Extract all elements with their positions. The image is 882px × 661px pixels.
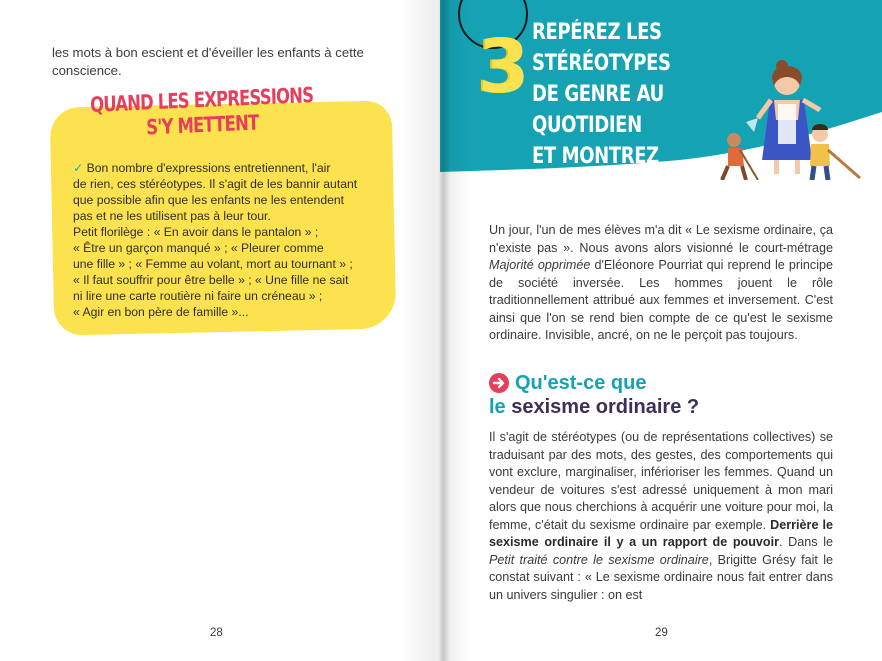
box-line: pas et ne les utilisent pas à leur tour. — [73, 209, 271, 223]
body-paragraph: Il s'agit de stéréotypes (ou de représentations collectives) se traduisant par des mots, des gestes, des comportements qui vont exclure, marginaliser, inférioriser les femmes. Quand un vendeur de voitures s'est adressé uniquement à mon mari alors que nous cherchions à acquérir une voiture pour moi, la femme, c'était du sexisme ordinaire par exemple. Derrière le sexisme ordinaire il y a un rapport de pouvoir. Dans le Petit traité contre le sexisme ordinaire, Brigitte Grésy fait le constat suivant : « Le sexisme ordinaire nous fait entrer dans un univers singulier : on est — [489, 430, 834, 602]
chapter-title — [532, 17, 770, 203]
box-title-line1: QUAND LES EXPRESSIONS — [89, 83, 314, 117]
page-number-right: 29 — [655, 627, 668, 639]
box-line: Petit florilège : « En avoir dans le pantalon » ; — [73, 225, 319, 239]
box-line: « Être un garçon manqué » ; « Pleurer comme — [73, 241, 324, 255]
box-line: ni lire une carte routière ni faire un créneau » ; — [73, 289, 323, 303]
section-heading-le: le — [489, 396, 506, 418]
box-line: une fille » ; « Femme au volant, mort au tournant » ; — [73, 257, 353, 271]
left-page — [0, 0, 440, 661]
chapter-number: 3 — [478, 24, 530, 110]
check-mark-icon: ✓ — [73, 161, 84, 175]
right-intro-paragraph: Un jour, l'un de mes élèves m'a dit « Le sexisme ordinaire, ça n'existe pas ». Nous avons alors visionné le court-métrage Majorité opprimée d'Eléonore Pourriat qui reprend le principe de société inversée. Les hommes jouent le rôle traditionnellement attribué aux femmes et inversement. C'est ainsi que l'on se rend bien compte de ce qu'est le sexisme ordinaire. Invisible, ancré, on ne le perçoit pas toujours. — [489, 223, 833, 342]
book-title: Petit traité contre le sexisme ordinaire — [489, 552, 709, 567]
box-line: que possible afin que les enfants ne les entendent — [73, 193, 345, 207]
section-heading — [489, 371, 829, 419]
arrow-right-circle-icon — [489, 373, 509, 393]
box-line: ✓ Bon nombre d'expressions entretiennent, l'air — [73, 161, 331, 175]
box-line: de rien, ces stéréotypes. Il s'agit de les bannir autant — [73, 177, 358, 191]
right-page — [440, 0, 882, 661]
chapter-title-line1: REPÉREZ LES STÉRÉOTYPES — [532, 20, 671, 76]
film-title: Majorité opprimée — [489, 258, 591, 272]
bold-statement: Derrière le sexisme ordinaire il y a un rapport de pouvoir — [489, 517, 833, 549]
chapter-title-line2: DE GENRE AU QUOTIDIEN — [532, 82, 664, 138]
left-intro-text: les mots à bon escient et d'éveiller les enfants à cette conscience. — [52, 45, 364, 78]
illustration-boy-mopping — [810, 124, 860, 180]
box-line: « Agir en bon père de famille »... — [73, 305, 249, 319]
chapter-title-line3: ET MONTREZ L'EXEMPLE — [532, 144, 659, 200]
box-line: « Il faut souffrir pour être belle » ; « Une fille ne sait — [73, 273, 349, 287]
box-title — [84, 83, 319, 143]
page-number-left: 28 — [210, 627, 223, 639]
box-title-line2: S'Y METTENT — [145, 110, 259, 140]
box-body — [73, 160, 373, 320]
section-heading-strong: sexisme ordinaire ? — [511, 396, 700, 418]
section-heading-line1: Qu'est-ce que — [515, 372, 647, 394]
